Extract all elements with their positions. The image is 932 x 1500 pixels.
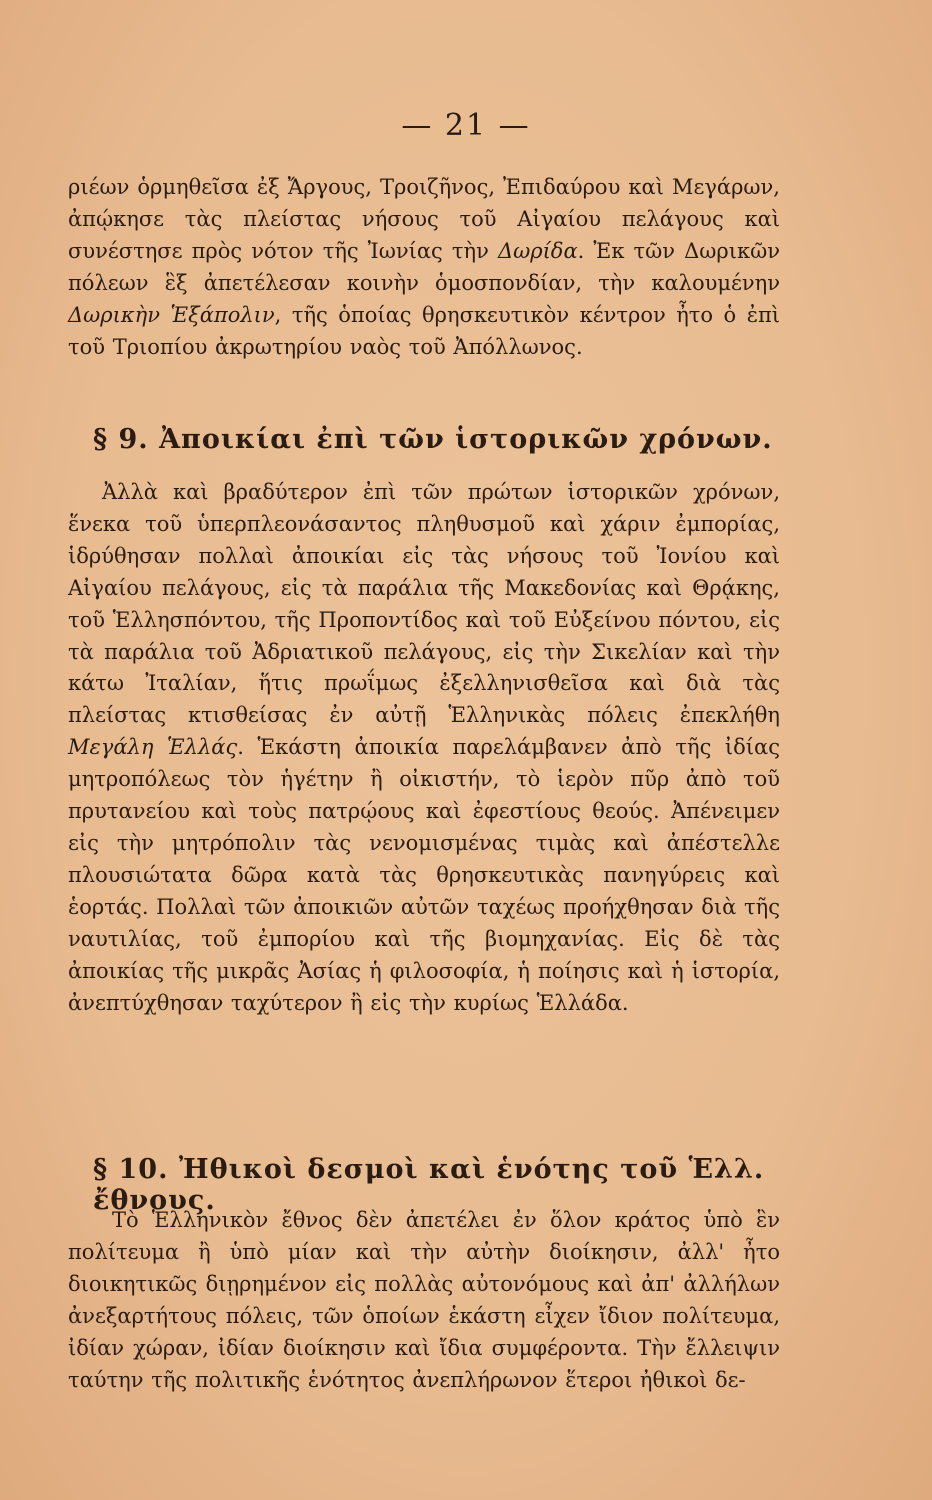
paragraph-national-unity: Τὸ Ἑλληνικὸν ἔθνος δὲν ἀπετέλει ἐν ὅλον κράτος ὑπὸ ἓν πολίτευμα ἢ ὑπὸ μίαν καὶ τὴν αὐτὴν διοίκησιν, ἀλλ' ἦτο διοικητικῶς διῃρημένον εἰς πολλὰς αὐτονόμους καὶ ἀπ' ἀλλήλων ἀνεξαρτήτους πόλεις, τῶν ὁποίων ἑκάστη εἶχεν ἴδιον πολίτευμα, ἰδίαν χώραν, ἰδίαν διοίκησιν καὶ ἴδια συμφέροντα. Τὴν ἔλλειψιν ταύτην τῆς πολιτικῆς ἑνότητος ἀνεπλήρωνον ἕτεροι ἠθικοὶ δε- [68,1208,780,1392]
section-9-heading: § 9. Ἀποικίαι ἐπὶ τῶν ἱστορικῶν χρόνων. [93,424,773,455]
paragraph-text: . Ἑκάστη ἀποικία παρελάμβανεν ἀπὸ τῆς ἰδίας μητροπόλεως τὸν ἡγέτην ἢ οἰκιστήν, τὸ ἱερὸν πῦρ ἀπὸ τοῦ πρυτανείου καὶ τοὺς πατρῴους καὶ ἐφεστίους θεούς. Ἀπένειμεν εἰς τὴν μητρόπολιν τὰς νενομισμένας τιμὰς καὶ ἀπέστελλε πλουσιώτατα δῶρα κατὰ τὰς θρησκευτικὰς πανηγύρεις καὶ ἑορτάς. Πολλαὶ τῶν ἀποικιῶν αὐτῶν ταχέως προήχθησαν διὰ τῆς ναυτιλίας, τοῦ ἐμπορίου καὶ τῆς βιομηχανίας. Εἰς δὲ τὰς ἀποικίας τῆς μικρᾶς Ἀσίας ἡ φιλοσοφία, ἡ ποίησις καὶ ἡ ἱστορία, ἀνεπτύχθησαν ταχύτερον ἢ εἰς τὴν κυρίως Ἑλλάδα. [68,735,780,1015]
italic-term-hexapolis: Δωρικὴν Ἑξάπολιν [68,302,275,327]
paragraph-text: , τῆς ὁποίας θρησκευτικὸν κέντρον ἦτο ὁ ἐπὶ τοῦ Τριοπίου ἀκρωτηρίου ναὸς τοῦ Ἀπόλλωνος. [68,302,780,359]
paragraph-text: . Ἐκ τῶν Δωρικῶν πόλεων ἓξ ἀπετέλεσαν κοινὴν ὁμοσπονδίαν, τὴν καλουμένην [68,238,781,295]
section-10-heading: § 10. Ἠθικοὶ δεσμοὶ καὶ ἑνότης τοῦ Ἑλλ. ἔθνους. [93,1154,765,1216]
paragraph-text: Ἀλλὰ καὶ βραδύτερον ἐπὶ τῶν πρώτων ἱστορικῶν χρόνων, ἕνεκα τοῦ ὑπερπλεονάσαντος πληθυσμοῦ καὶ χάριν ἐμπορίας, ἱδρύθησαν πολλαὶ ἀποικίαι εἰς τὰς νήσους τοῦ Ἰονίου καὶ Αἰγαίου πελάγους, εἰς τὰ παράλια τῆς Μακεδονίας καὶ Θρᾴκης, τοῦ Ἑλλησπόντου, τῆς Προποντίδος καὶ τοῦ Εὐξείνου πόντου, εἰς τὰ παράλια τοῦ Ἀδριατικοῦ πελάγους, εἰς τὴν Σικελίαν καὶ τὴν κάτω Ἰταλίαν, ἥτις πρωΐμως ἐξελληνισθεῖσα καὶ διὰ τὰς πλείστας κτισθείσας ἐν αὐτῇ Ἑλληνικὰς πόλεις ἐπεκλήθη [68,480,780,728]
italic-term-megale-hellas: Μεγάλη Ἑλλάς [68,735,238,760]
paragraph-doric-colonies [68,172,780,363]
paragraph-text: ριέων ὁρμηθεῖσα ἐξ Ἄργους, Τροιζῆνος, Ἐπιδαύρου καὶ Μεγάρων, ἀπῴκησε τὰς πλείστας νήσους τοῦ Αἰγαίου πελάγους καὶ συνέστησε πρὸς νότον τῆς Ἰωνίας τὴν [68,175,780,263]
italic-term-doris: Δωρίδα [497,238,578,263]
page-number: — 21 — [401,108,531,143]
paragraph-historic-colonies [68,477,780,1019]
